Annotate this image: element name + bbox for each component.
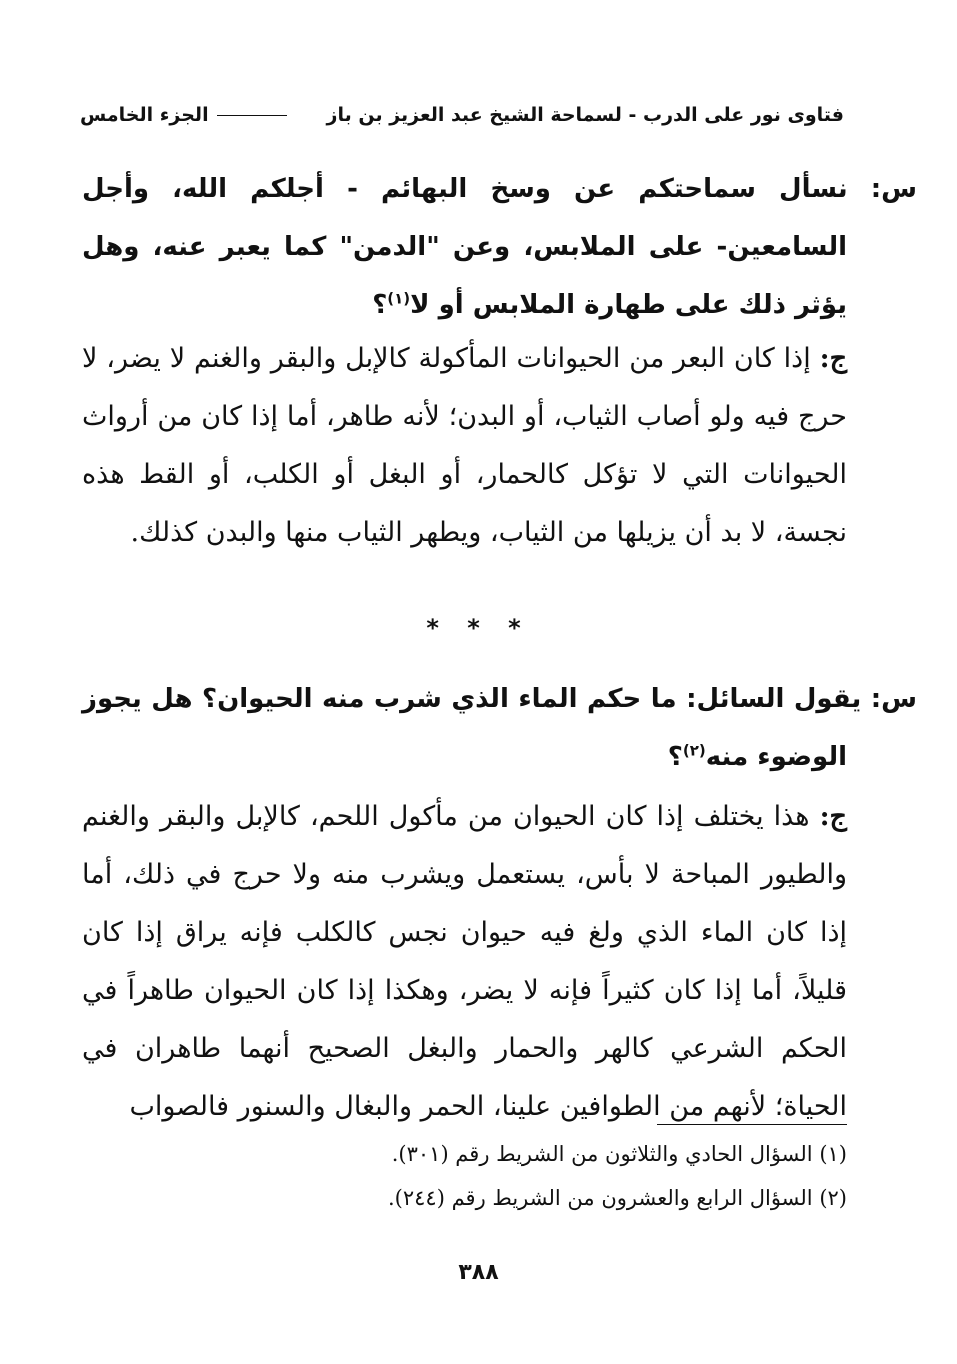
header-volume-group (80, 104, 295, 126)
answer-2 (82, 788, 847, 1136)
footnotes (127, 1132, 847, 1220)
answer-1-label: ج: (819, 343, 848, 374)
footnote-1: (١) السؤال الحادي والثلاثون من الشريط رقم (٣٠١). (391, 1142, 847, 1166)
section-separator: * * * (426, 614, 531, 642)
page-number: ٣٨٨ (458, 1260, 499, 1285)
question-1-text: نسأل سماحتكم عن وسخ البهائم - أجلكم الله، وأجل السامعين- على الملابس، وعن "الدمن" كما يعبر عنه، وهل يؤثر ذلك على طهارة الملابس أو لا (82, 174, 848, 320)
question-2-mark: ؟ (667, 742, 683, 772)
footnote-rule (657, 1124, 847, 1125)
answer-2-label: ج: (819, 801, 847, 832)
question-2-label: س: (870, 684, 917, 714)
running-header (80, 100, 844, 130)
footnote-ref-1: (١) (387, 289, 411, 308)
volume-label: الجزء الخامس (80, 104, 209, 126)
answer-1-text: إذا كان البعر من الحيوانات المأكولة كالإبل والبقر والغنم لا يضر، لا حرج فيه ولو أصاب الثياب، أو البدن؛ لأنه طاهر، أما إذا كان من أرواث الحيوانات التي لا تؤكل كالحمار، أو البغل أو الكلب، أو القط هذه نجسة، لا بد أن يزيلها من الثياب، ويطهر الثياب منها والبدن كذلك. (82, 343, 847, 548)
question-1 (82, 160, 917, 334)
question-1-mark: ؟ (372, 290, 388, 320)
question-1-label: س: (870, 174, 917, 204)
answer-1 (82, 330, 847, 562)
answer-2-text: هذا يختلف إذا كان الحيوان من مأكول اللحم، كالإبل والبقر والغنم والطيور المباحة لا بأس، يستعمل ويشرب منه ولا حرج في ذلك، أما إذا كان الماء الذي ولغ فيه حيوان نجس كالكلب فإنه يراق إذا كان قليلاً، أما إذا كان كثيراً فإنه لا يضر، وهكذا إذا كان الحيوان طاهراً في الحكم الشرعي كالهر والحمار والبغل الصحيح أنهما طاهران في الحياة؛ لأنهم من الطوافين علينا، الحمر والبغال والسنور فالصواب (82, 801, 847, 1122)
book-title: فتاوى نور على الدرب - لسماحة الشيخ عبد العزيز بن باز (326, 104, 844, 126)
footnote-2: (٢) السؤال الرابع والعشرون من الشريط رقم (٢٤٤). (387, 1186, 847, 1210)
question-2 (82, 670, 917, 786)
header-rule (217, 115, 287, 116)
question-2-text: يقول السائل: ما حكم الماء الذي شرب منه الحيوان؟ هل يجوز الوضوء منه (82, 684, 862, 772)
footnote-ref-2: (٢) (682, 741, 706, 760)
